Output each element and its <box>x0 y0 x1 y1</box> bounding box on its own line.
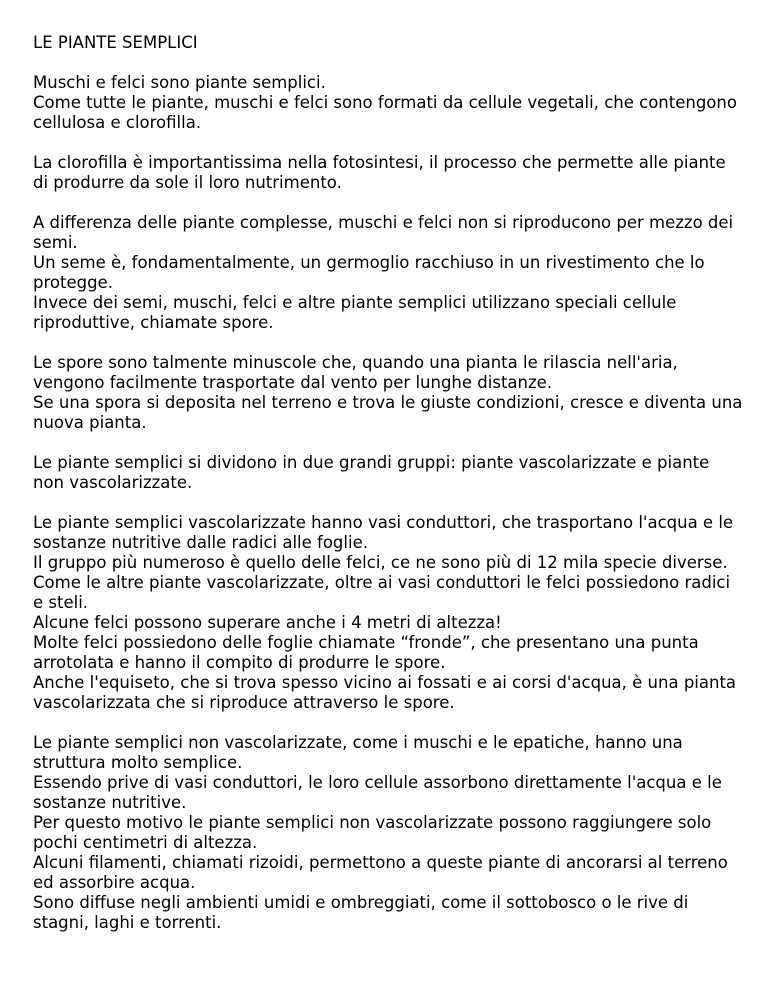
paragraph <box>33 513 745 713</box>
text-line: Muschi e felci sono piante semplici. <box>33 73 326 92</box>
text-line: Le piante semplici vascolarizzate hanno vasi conduttori, che trasportano l'acqua e le sostanze nutritive dalle radici alle foglie. <box>33 513 739 552</box>
text-line: Molte felci possiedono delle foglie chiamate “fronde”, che presentano una punta arrotolata e hanno il compito di produrre le spore. <box>33 633 704 672</box>
text-line: Alcune felci possono superare anche i 4 metri di altezza! <box>33 613 502 632</box>
text-line: Sono diffuse negli ambienti umidi e ombreggiati, come il sottobosco o le rive di stagni, laghi e torrenti. <box>33 893 694 932</box>
text-line: Un seme è, fondamentalmente, un germoglio racchiuso in un rivestimento che lo protegge. <box>33 253 710 292</box>
text-line: Il gruppo più numeroso è quello delle felci, ce ne sono più di 12 mila specie diverse. <box>33 553 728 572</box>
text-line: Alcuni filamenti, chiamati rizoidi, permettono a queste piante di ancorarsi al terreno ed assorbire acqua. <box>33 853 734 892</box>
text-line: Le spore sono talmente minuscole che, quando una pianta le rilascia nell'aria, vengono facilmente trasportate dal vento per lunghe distanze. <box>33 353 684 392</box>
paragraph <box>33 213 745 333</box>
text-line: Essendo prive di vasi conduttori, le loro cellule assorbono direttamente l'acqua e le sostanze nutritive. <box>33 773 728 812</box>
document-page <box>33 33 748 953</box>
text-line: Le piante semplici si dividono in due grandi gruppi: piante vascolarizzate e piante non vascolarizzate. <box>33 453 715 492</box>
text-line: Come tutte le piante, muschi e felci sono formati da cellule vegetali, che contengono cellulosa e clorofilla. <box>33 93 743 132</box>
text-line: Per questo motivo le piante semplici non vascolarizzate possono raggiungere solo pochi centimetri di altezza. <box>33 813 717 852</box>
text-line: A differenza delle piante complesse, muschi e felci non si riproducono per mezzo dei semi. <box>33 213 739 252</box>
document-title: LE PIANTE SEMPLICI <box>33 33 198 52</box>
text-line: Come le altre piante vascolarizzate, oltre ai vasi conduttori le felci possiedono radici e steli. <box>33 573 736 612</box>
paragraph <box>33 453 745 493</box>
text-line: La clorofilla è importantissima nella fotosintesi, il processo che permette alle piante di produrre da sole il loro nutrimento. <box>33 153 731 192</box>
text-line: Invece dei semi, muschi, felci e altre piante semplici utilizzano speciali cellule riproduttive, chiamate spore. <box>33 293 682 332</box>
text-line: Le piante semplici non vascolarizzate, come i muschi e le epatiche, hanno una struttura molto semplice. <box>33 733 689 772</box>
paragraph <box>33 153 745 193</box>
text-line: Anche l'equiseto, che si trova spesso vicino ai fossati e ai corsi d'acqua, è una pianta vascolarizzata che si riproduce attraverso le spore. <box>33 673 742 712</box>
paragraph <box>33 353 748 433</box>
paragraph <box>33 733 745 933</box>
text-line: Se una spora si deposita nel terreno e trova le giuste condizioni, cresce e diventa una nuova pianta. <box>33 393 748 432</box>
paragraph <box>33 73 745 133</box>
